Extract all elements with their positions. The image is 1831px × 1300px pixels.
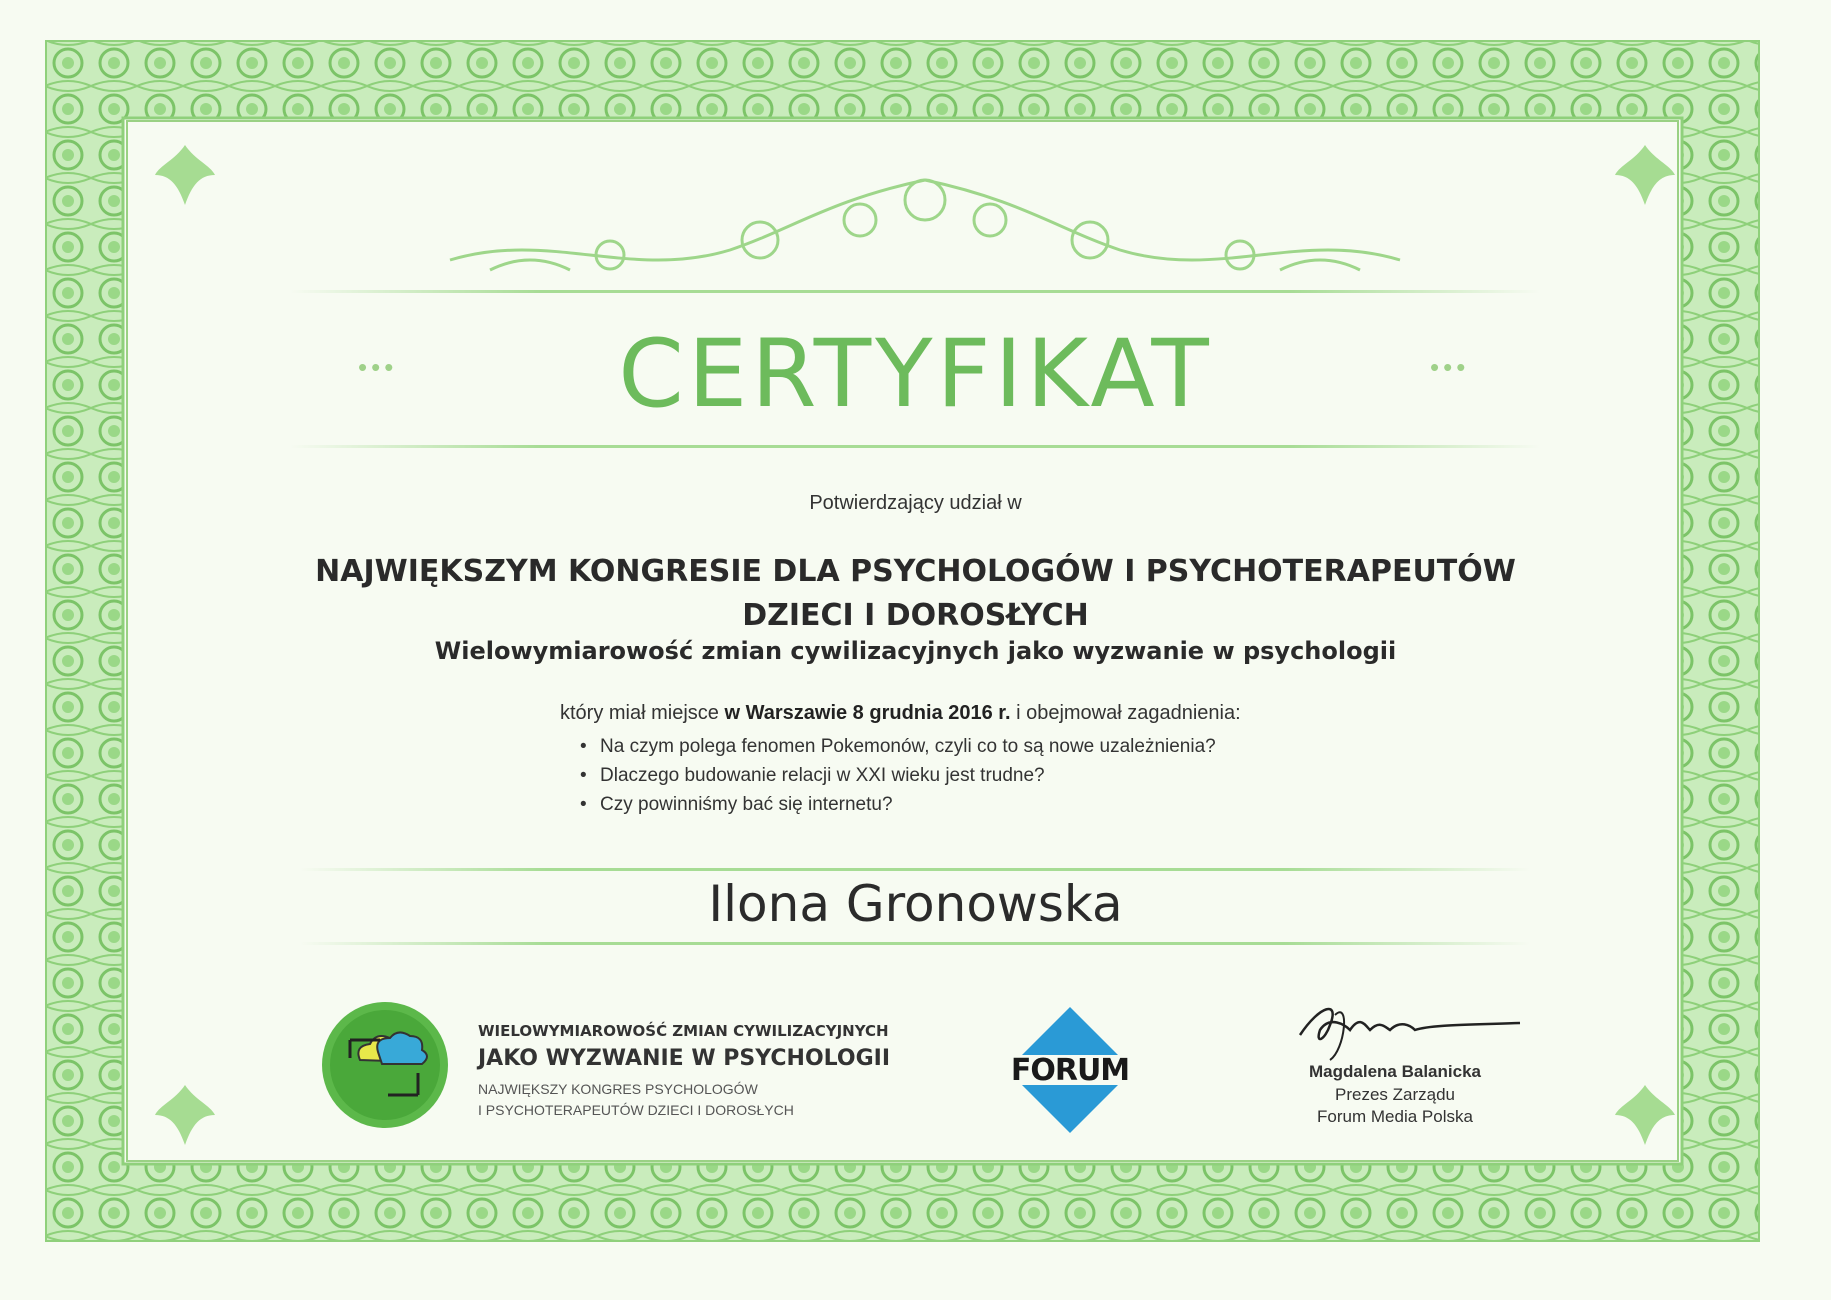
- congress-theme: Wielowymiarowość zmian cywilizacyjnych jako wyzwanie w psychologii: [434, 637, 1397, 665]
- bullet-icon: •: [580, 765, 587, 786]
- signatory-name: Magdalena Balanicka: [1309, 1062, 1481, 1081]
- congress-logo-line4: I PSYCHOTERAPEUTÓW DZIECI I DOROSŁYCH: [478, 1102, 794, 1118]
- list-item: [580, 790, 1380, 819]
- signature-image: [1290, 995, 1530, 1065]
- bullet-icon: •: [580, 794, 587, 815]
- event-info-suffix: i obejmował zagadnienia:: [1010, 702, 1241, 724]
- topics-list: [580, 732, 1380, 819]
- list-item: [580, 761, 1380, 790]
- congress-logo-line3: NAJWIĘKSZY KONGRES PSYCHOLOGÓW: [478, 1081, 758, 1097]
- top-flourish-ornament: [430, 160, 1420, 290]
- bullet-icon: •: [580, 736, 587, 757]
- decor-dots-left: •••: [358, 352, 398, 382]
- congress-logo-icon: [320, 1000, 450, 1130]
- top-rule: [290, 290, 1540, 293]
- fleur-corner-icon: [1610, 140, 1680, 210]
- title-rule: [290, 445, 1540, 448]
- signatory-organization: Forum Media Polska: [1317, 1107, 1473, 1126]
- decor-dots-right: •••: [1430, 352, 1470, 382]
- certificate-title: CERTYFIKAT: [618, 320, 1213, 429]
- topic-text: Czy powinniśmy bać się internetu?: [600, 794, 893, 815]
- event-info-prefix: który miał miejsce: [560, 702, 725, 724]
- name-rule-bottom: [300, 942, 1530, 945]
- topic-text: Dlaczego budowanie relacji w XXI wieku jest trudne?: [600, 765, 1045, 786]
- fleur-corner-icon: [150, 1080, 220, 1150]
- fleur-corner-icon: [150, 140, 220, 210]
- forum-logo: [1005, 1005, 1135, 1135]
- event-info: [560, 702, 1360, 725]
- list-item: [580, 732, 1380, 761]
- recipient-name: Ilona Gronowska: [708, 875, 1123, 933]
- congress-name: [0, 550, 1831, 638]
- forum-logo-text: FORUM: [1010, 1053, 1130, 1088]
- congress-name-line1: NAJWIĘKSZYM KONGRESIE DLA PSYCHOLOGÓW I PSYCHOTERAPEUTÓW: [315, 554, 1516, 589]
- signatory-role: Prezes Zarządu: [1335, 1085, 1455, 1104]
- topic-text: Na czym polega fenomen Pokemonów, czyli co to są nowe uzależnienia?: [600, 736, 1216, 757]
- congress-logo-line1: WIELOWYMIAROWOŚĆ ZMIAN CYWILIZACYJNYCH: [478, 1022, 889, 1040]
- congress-logo-line2: JAKO WYZWANIE W PSYCHOLOGII: [478, 1046, 891, 1071]
- event-info-place-date: w Warszawie 8 grudnia 2016 r.: [724, 702, 1011, 724]
- fleur-corner-icon: [1610, 1080, 1680, 1150]
- confirming-text: Potwierdzający udział w: [809, 492, 1022, 514]
- congress-name-line2: DZIECI I DOROSŁYCH: [742, 598, 1089, 633]
- name-rule-top: [300, 868, 1530, 871]
